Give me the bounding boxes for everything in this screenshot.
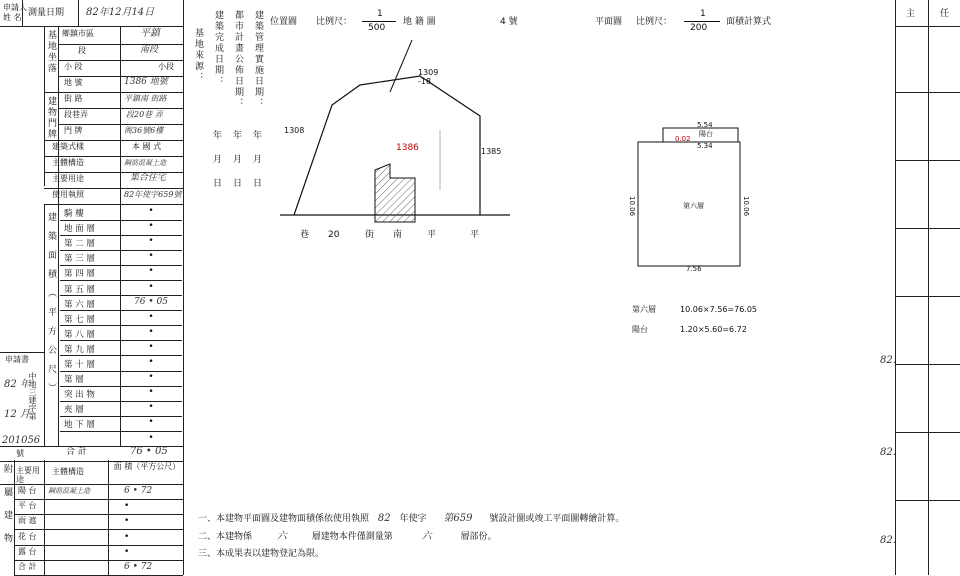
town-label: 鄉鎮市區 <box>62 29 94 38</box>
annex-use: 平 台 <box>18 501 37 511</box>
annex-structure: 鋼筋混凝土造 <box>48 487 90 495</box>
door-value: 衖36號6樓 <box>124 126 164 135</box>
annex-row <box>14 514 183 530</box>
floor-label: 第 十 層 <box>64 360 95 370</box>
right-head-1: 主 <box>906 9 916 19</box>
application-label: 申請書 <box>5 355 29 364</box>
area-group-label: 建築面積（平方公尺） <box>46 212 56 402</box>
street-char: 平 <box>427 230 437 240</box>
floor-row <box>60 249 182 266</box>
floor-label: 第 二 層 <box>64 239 95 250</box>
annex-area-label: 面 積（平方公尺） <box>113 462 181 471</box>
lane-label: 段巷弄 <box>64 110 88 119</box>
floor-row <box>60 295 182 312</box>
annex-group-label: 附屬建物 <box>2 464 12 556</box>
application-month: 12 月 <box>4 409 30 420</box>
door-label: 門 牌 <box>64 126 83 135</box>
floor-label: 第 三 層 <box>64 254 95 265</box>
annex-use: 露 台 <box>18 546 37 556</box>
survey-date-label: 測量日期 <box>28 8 65 18</box>
annex-use: 陽 台 <box>18 486 37 495</box>
street-char: 平 <box>470 230 480 240</box>
note-urban-plan-date: 都市計畫公佈日期： <box>233 10 243 109</box>
floor-row <box>60 415 182 432</box>
floor-row <box>60 400 182 417</box>
floor-plan-title: 平面圖 <box>595 17 623 27</box>
floor-row <box>60 280 182 297</box>
floor-scale-den: 200 <box>690 23 708 33</box>
floor-area-value: • <box>148 326 154 337</box>
calc-name: 陽台 <box>632 325 648 334</box>
survey-date-value: 82年12月14日 <box>86 7 155 18</box>
footer-note-1: 一、本建物平面圖及建物面積係依使用執照 82 年使字 第659 號設計圖或竣工平面圖轉繪計算。 <box>198 513 625 524</box>
floor-row <box>60 219 182 236</box>
application-word: 中地三建字第 <box>28 372 37 420</box>
use-label: 主要用途 <box>52 174 84 183</box>
date-unit: 月 <box>213 155 223 165</box>
annex-area: • <box>124 501 130 512</box>
land-group-label: 基地坐落 <box>46 30 56 74</box>
floor-label: 第 七 層 <box>64 314 95 325</box>
town-value: 平鎮 <box>140 28 160 39</box>
section-value: 南段 <box>140 45 159 55</box>
location-scale-num: 1 <box>377 9 383 19</box>
footer-note-2: 二、本建物係 六 層建物本件僅測量第 六 層部份。 <box>198 531 497 542</box>
floor-area-value: • <box>148 311 154 322</box>
floor-label: 地 面 層 <box>64 224 95 235</box>
dim-right: 10.06 <box>742 196 750 217</box>
street-char: 巷 <box>300 230 310 240</box>
style-label: 建築式樣 <box>52 142 84 151</box>
floor-row <box>60 310 182 327</box>
floor-row <box>60 340 182 357</box>
date-unit: 日 <box>233 179 243 189</box>
calc-formula: 1.20×5.60=6.72 <box>680 325 747 334</box>
right-head-2: 任 <box>940 9 950 19</box>
floor-row <box>60 234 182 251</box>
dim-balcony-inner: 5.34 <box>697 142 713 150</box>
lot-label-1385: 1385 <box>481 147 502 156</box>
date-unit: 日 <box>253 179 263 189</box>
floor-row <box>60 204 182 221</box>
floor-area-value: • <box>148 221 154 232</box>
street-value: 平鎮南 街路 <box>124 94 167 103</box>
address-group-label: 建物門牌 <box>46 96 56 140</box>
floor-area-value: • <box>148 341 154 352</box>
lot-label-1386: 1386 <box>396 143 419 153</box>
total-value: 76 • 05 <box>130 446 168 457</box>
floor-area-value: • <box>148 236 154 247</box>
floor-row <box>60 355 182 372</box>
subsection-label: 小 段 <box>64 62 83 71</box>
date-unit: 年 <box>233 131 243 141</box>
lot-value: 1386 地號 <box>124 77 168 87</box>
style-value: 本 國 式 <box>132 142 162 151</box>
floor-label: 第 八 層 <box>64 329 95 340</box>
floor-label: 第 層 <box>64 375 84 386</box>
location-plan-drawing <box>260 40 520 250</box>
annex-area: • <box>124 516 130 527</box>
note-completion-date: 建築完成日期： <box>213 10 223 87</box>
lot-label: 地 號 <box>64 78 83 87</box>
floor-area-value: • <box>148 357 154 367</box>
floor-row <box>60 431 182 448</box>
structure-value: 鋼筋混凝土造 <box>124 159 166 167</box>
floor-room-label: 第六層 <box>683 202 704 210</box>
floor-row <box>60 264 182 281</box>
application-no-suffix: 號 <box>16 449 24 458</box>
annex-row <box>14 530 183 546</box>
balcony-label: 陽台 <box>699 130 713 138</box>
floor-scale-num: 1 <box>700 9 706 19</box>
floor-label: 突 出 物 <box>64 390 95 401</box>
annex-use-label: 主要用途 <box>16 466 40 484</box>
location-sheet-no: 4 號 <box>500 17 518 27</box>
floor-area-value: • <box>148 432 154 443</box>
floor-area-value: • <box>148 372 154 383</box>
dim-left: 10.06 <box>628 196 636 217</box>
right-mark-1: 82. <box>880 355 896 366</box>
floor-label: 地 下 層 <box>64 420 95 431</box>
calc-formula: 10.06×7.56=76.05 <box>680 305 758 314</box>
location-scale-label: 比例尺： <box>316 17 353 27</box>
location-sheet-label: 地 籍 圖 <box>403 17 436 27</box>
application-year: 82 年 <box>4 379 30 390</box>
application-no: 201056 <box>2 435 41 446</box>
floor-label: 第 四 層 <box>64 269 95 280</box>
annex-use: 花 台 <box>18 531 37 541</box>
floor-area-value: • <box>148 417 154 428</box>
calc-name: 第六層 <box>632 305 656 314</box>
annex-use: 雨 遮 <box>18 516 37 526</box>
annex-row <box>14 484 183 500</box>
annex-row <box>14 545 183 561</box>
date-unit: 月 <box>253 155 263 165</box>
applicant-corner: 申請人 姓 名 <box>3 3 27 22</box>
annex-row <box>14 560 183 576</box>
location-scale-den: 500 <box>368 23 386 33</box>
floor-area-value: • <box>148 281 154 292</box>
floor-plan-drawing <box>630 120 760 270</box>
left-form <box>0 0 184 575</box>
lot-label-1308: 1308 <box>284 126 305 135</box>
date-unit: 年 <box>253 131 263 141</box>
floor-scale-label: 比例尺： <box>636 17 673 27</box>
annex-row <box>14 499 183 515</box>
subsection-suffix: 小段 <box>158 62 174 71</box>
structure-label: 主體構造 <box>52 158 84 167</box>
annex-use: 合 計 <box>18 562 37 571</box>
location-plan-title: 位置圖 <box>270 17 298 27</box>
floor-label: 夾 層 <box>64 405 84 416</box>
annex-area: 6 • 72 <box>124 486 153 496</box>
annex-area: 6 • 72 <box>124 562 153 572</box>
footer-note-3: 三、本成果表以建物登記為限。 <box>198 549 325 559</box>
lane-value: 段20巷 弄 <box>126 110 163 119</box>
date-unit: 日 <box>213 179 223 189</box>
annex-area: • <box>124 546 130 557</box>
street-char: 南 <box>393 230 403 240</box>
note-land-source: 基地來源： <box>193 28 203 83</box>
floor-area-value: • <box>148 387 154 398</box>
lot-label-1309: 1309 -18 <box>418 68 439 86</box>
floor-area-value: 76 • 05 <box>134 296 168 307</box>
date-unit: 月 <box>233 155 243 165</box>
street-label: 街 路 <box>64 94 83 103</box>
dim-bottom: 7.56 <box>686 265 702 273</box>
total-label: 合 計 <box>66 447 87 457</box>
dim-top: 5.54 <box>697 121 713 129</box>
note-management-date: 建築管理實施日期： <box>253 10 263 109</box>
annex-area: • <box>124 531 130 542</box>
floor-label: 第 五 層 <box>64 284 95 295</box>
floor-area-value: • <box>148 206 154 216</box>
date-unit: 年 <box>213 131 223 141</box>
section-label: 段 <box>78 46 86 55</box>
street-char: 20 <box>328 230 340 240</box>
floor-area-value: • <box>148 251 154 262</box>
floor-row <box>60 370 182 387</box>
floor-label: 第 九 層 <box>64 344 95 355</box>
use-value: 集合住宅 <box>130 173 167 183</box>
permit-label: 使用執照 <box>52 190 84 199</box>
permit-value: 82年使字659號 <box>124 190 182 199</box>
annex-struct-label: 主體構造 <box>52 467 84 476</box>
floor-row <box>60 325 182 342</box>
area-calc-label: 面積計算式 <box>726 17 772 27</box>
floor-area-value: • <box>148 402 154 413</box>
floor-label: 騎 樓 <box>64 209 84 219</box>
floor-row <box>60 385 182 402</box>
floor-area-value: • <box>148 266 154 277</box>
right-mark-3: 82. <box>880 535 896 546</box>
street-char: 街 <box>365 230 375 240</box>
right-mark-2: 82. <box>880 447 896 458</box>
dim-offset: 0.02 <box>675 135 691 143</box>
floor-label: 第 六 層 <box>64 299 95 310</box>
